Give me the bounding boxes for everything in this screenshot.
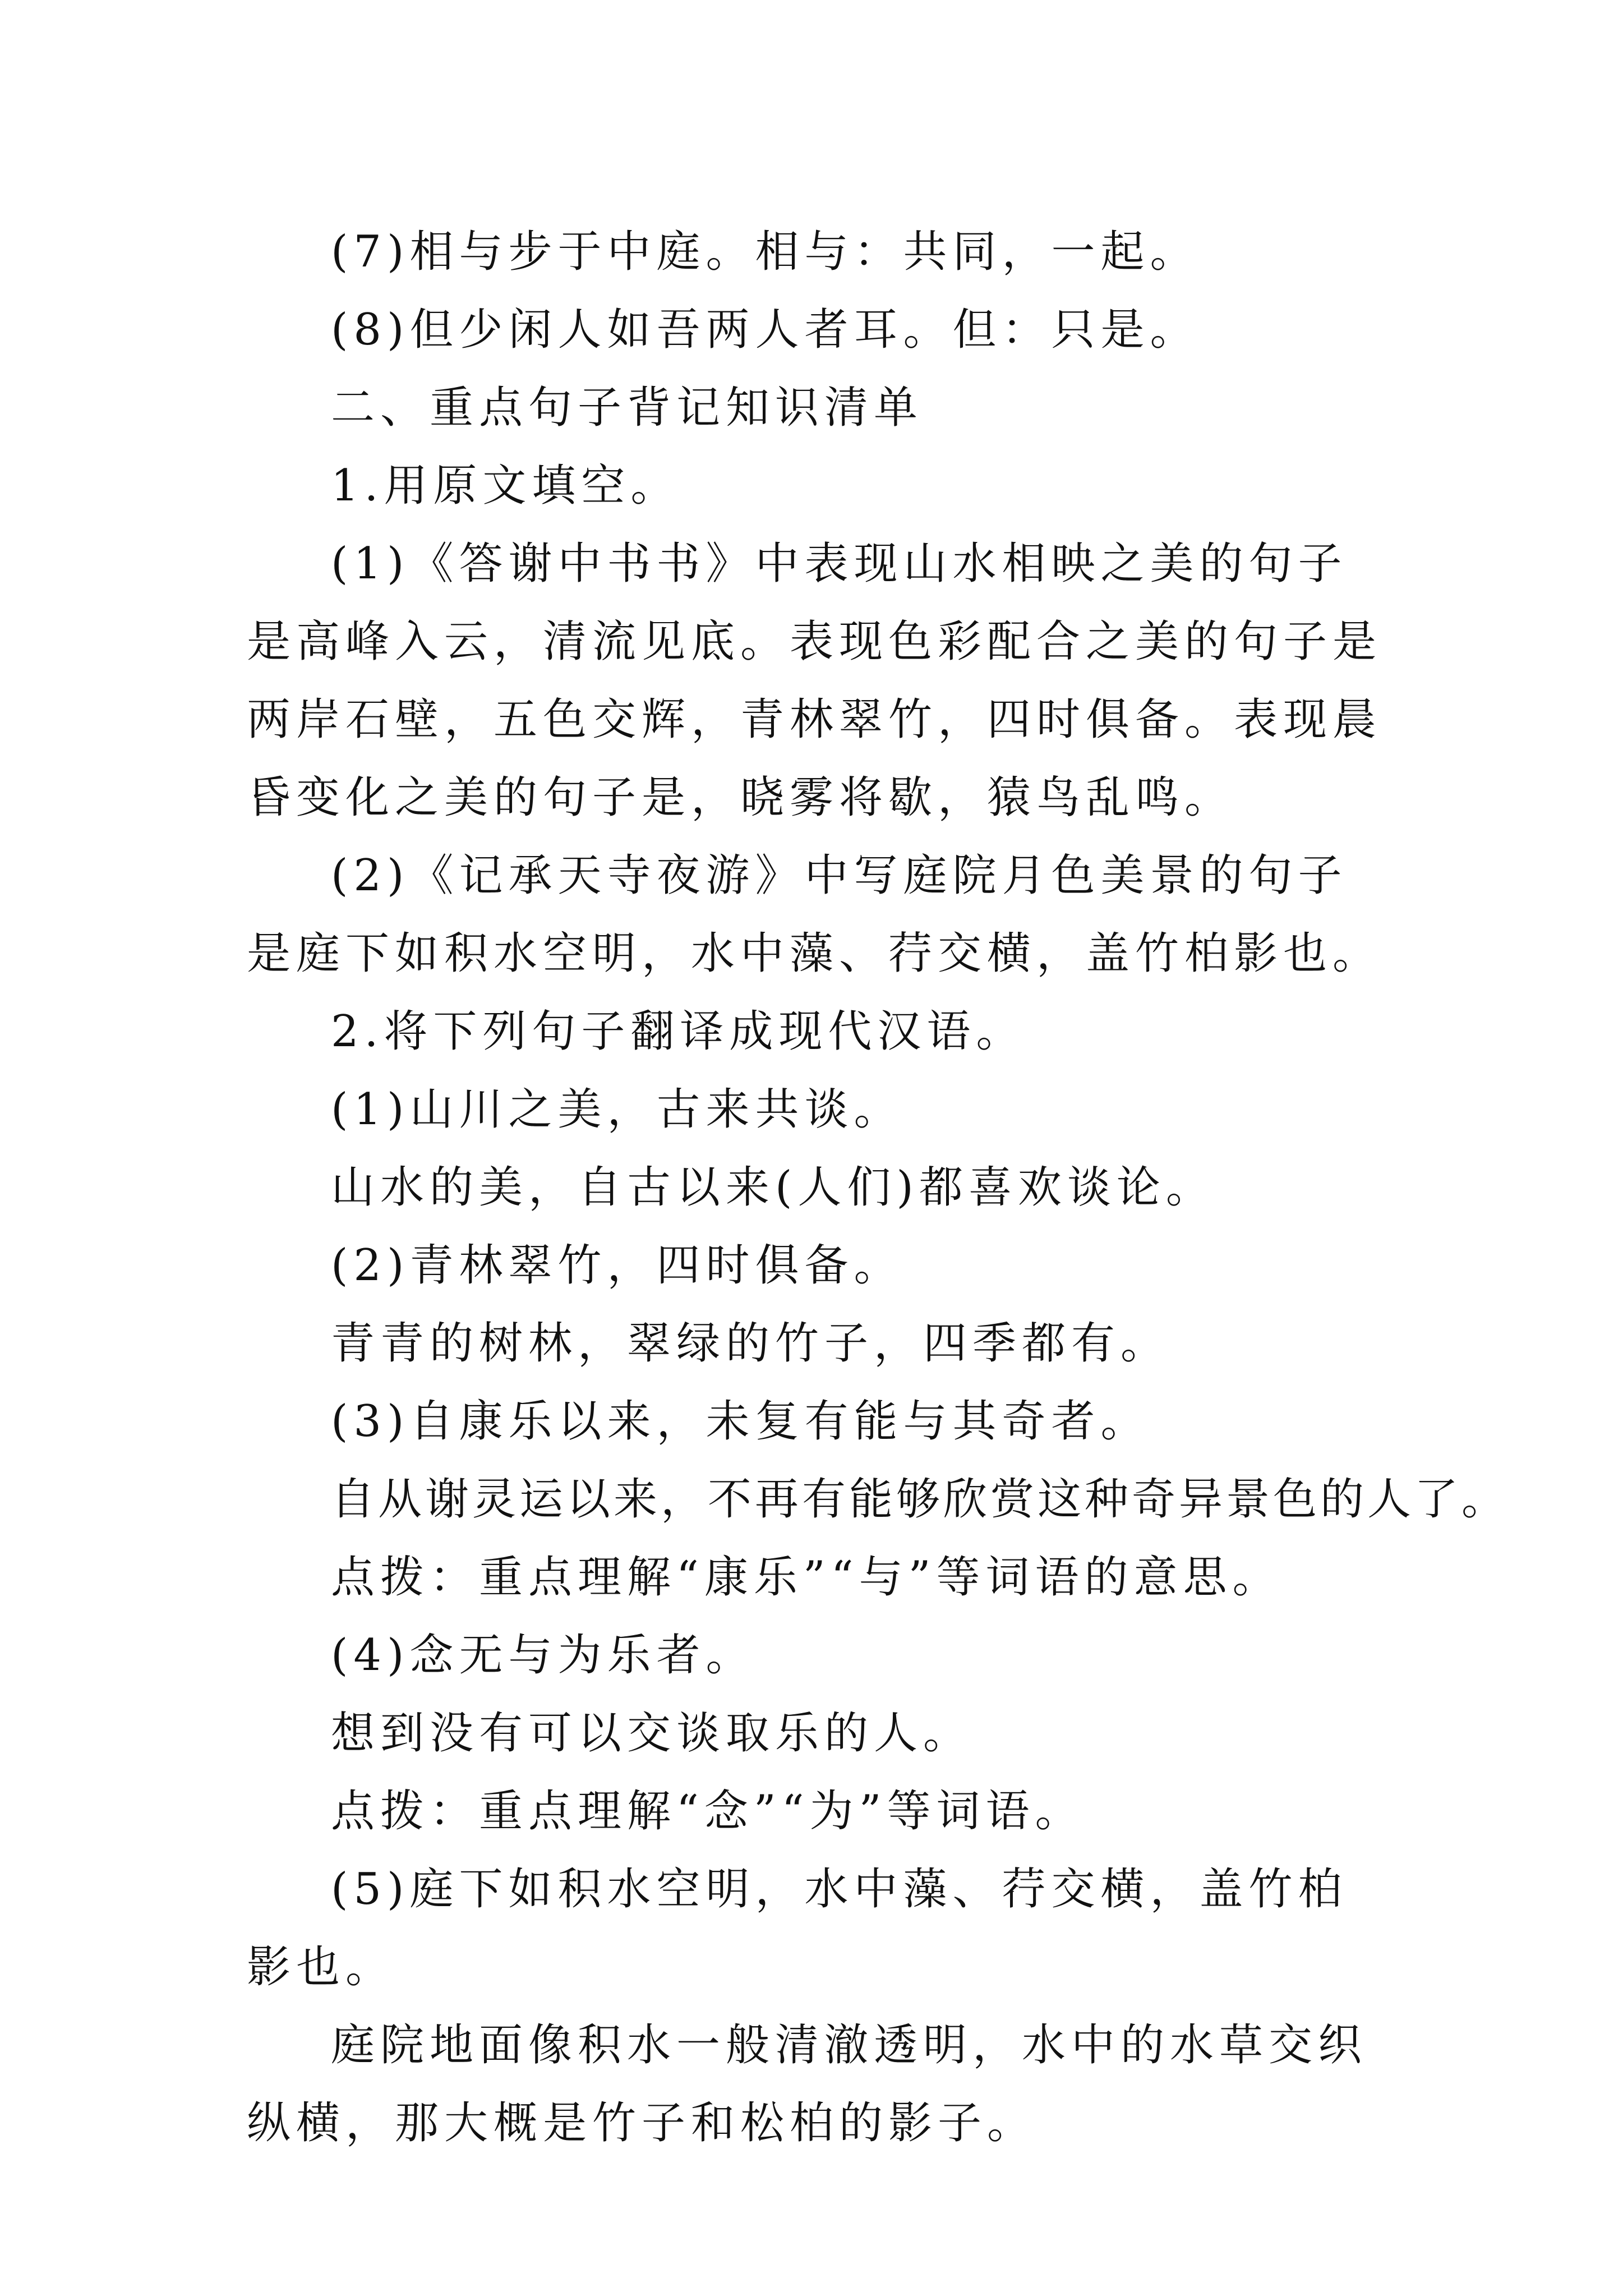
hint-4: 点拨：重点理解“念”“为”等词语。 bbox=[331, 1786, 1085, 1837]
sentence-2: (2)青林翠竹，四时俱备。 bbox=[331, 1240, 903, 1291]
section-heading: 二、重点句子背记知识清单 bbox=[331, 383, 924, 433]
paragraph-fill-1: (1)《答谢中书书》中表现山水相映之美的句子是高峰入云，清流见底。表现色彩配合之美的句子是两岸石壁，五色交辉，青林翠竹，四时俱备。表现晨昏变化之美的句子是，晓雾将歇，猿鸟乱鸣。 bbox=[247, 539, 1382, 823]
sentence-4: (4)念无与为乐者。 bbox=[331, 1630, 755, 1681]
translation-1: 山水的美，自古以来(人们)都喜欢谈论。 bbox=[331, 1162, 1215, 1213]
exercise-2-heading: 2.将下列句子翻译成现代汉语。 bbox=[331, 1006, 1026, 1057]
paragraph-annotation-8: (8)但少闲人如吾两人者耳。但：只是。 bbox=[331, 305, 1200, 355]
translation-2: 青青的树林，翠绿的竹子，四季都有。 bbox=[331, 1318, 1170, 1369]
translation-4: 想到没有可以交谈取乐的人。 bbox=[331, 1708, 973, 1759]
exercise-1-heading: 1.用原文填空。 bbox=[331, 461, 680, 511]
translation-5: 庭院地面像积水一般清澈透明，水中的水草交织纵横，那大概是竹子和松柏的影子。 bbox=[247, 2020, 1368, 2148]
sentence-1: (1)山川之美，古来共谈。 bbox=[331, 1084, 903, 1135]
paragraph-annotation-7: (7)相与步于中庭。相与：共同，一起。 bbox=[331, 227, 1200, 277]
paragraph-fill-2: (2)《记承天寺夜游》中写庭院月色美景的句子是庭下如积水空明，水中藻、荇交横，盖竹柏影也。 bbox=[247, 850, 1382, 979]
document-body bbox=[247, 213, 1509, 2162]
sentence-3: (3)自康乐以来，未复有能与其奇者。 bbox=[331, 1396, 1150, 1447]
hint-3: 点拨：重点理解“康乐”“与”等词语的意思。 bbox=[331, 1552, 1282, 1603]
translation-3: 自从谢灵运以来，不再有能够欣赏这种奇异景色的人了。 bbox=[331, 1474, 1509, 1525]
sentence-5: (5)庭下如积水空明，水中藻、荇交横，盖竹柏影也。 bbox=[247, 1864, 1348, 1993]
